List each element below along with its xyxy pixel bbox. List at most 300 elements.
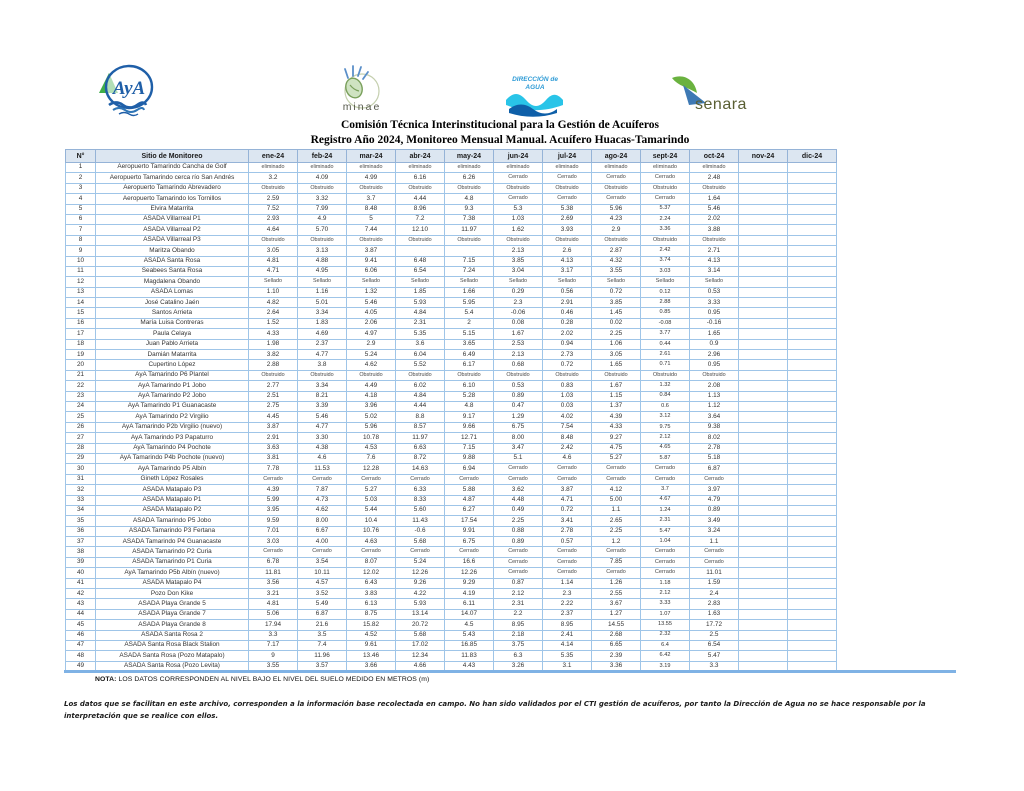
document-title-line2: Registro Año 2024, Monitoreo Mensual Manual. Acuífero Huacas-Tamarindo — [310, 134, 690, 146]
table-row — [66, 350, 837, 360]
value-cell: 3.30 — [298, 433, 347, 443]
site-name: ASADA Playa Grande 7 — [96, 609, 249, 619]
value-cell: 16.6 — [445, 557, 494, 567]
value-cell — [788, 256, 837, 266]
value-cell: 2.25 — [592, 526, 641, 536]
value-cell: 2.68 — [592, 630, 641, 640]
value-cell: Sellado — [641, 277, 690, 287]
row-number: 39 — [66, 557, 96, 567]
table-row — [66, 640, 837, 650]
site-name: Paula Celaya — [96, 329, 249, 339]
value-cell: 2.3 — [543, 589, 592, 599]
value-cell: 6.4 — [641, 640, 690, 650]
row-number: 2 — [66, 173, 96, 183]
value-cell: 5.27 — [347, 485, 396, 495]
value-cell: 4.00 — [298, 537, 347, 547]
value-cell: Obstruido — [445, 235, 494, 245]
value-cell: 12.26 — [396, 568, 445, 578]
value-cell: Obstruido — [641, 183, 690, 193]
value-cell: 4.84 — [396, 308, 445, 318]
value-cell: 2.4 — [690, 589, 739, 599]
value-cell: 3.64 — [690, 412, 739, 422]
value-cell — [739, 620, 788, 630]
value-cell — [788, 578, 837, 588]
nota-line — [95, 676, 429, 683]
value-cell — [788, 360, 837, 370]
value-cell: 1.26 — [592, 578, 641, 588]
value-cell: 3.55 — [592, 266, 641, 276]
value-cell: 4.6 — [298, 453, 347, 463]
value-cell: 3.54 — [298, 557, 347, 567]
value-cell: 9.27 — [592, 433, 641, 443]
value-cell: 4.69 — [298, 329, 347, 339]
value-cell: Cerrado — [298, 474, 347, 484]
value-cell: 3.75 — [494, 640, 543, 650]
value-cell: 2.77 — [249, 381, 298, 391]
value-cell: 6.27 — [445, 505, 494, 515]
value-cell: 11.81 — [249, 568, 298, 578]
value-cell: 2.25 — [494, 516, 543, 526]
site-name: Cupertino López — [96, 360, 249, 370]
value-cell — [739, 433, 788, 443]
value-cell: 3.83 — [347, 589, 396, 599]
value-cell: 2.31 — [494, 599, 543, 609]
value-cell: 8.48 — [543, 433, 592, 443]
value-cell: 2.55 — [592, 589, 641, 599]
value-cell: 0.08 — [494, 318, 543, 328]
row-number: 25 — [66, 412, 96, 422]
value-cell: 5.96 — [592, 204, 641, 214]
value-cell — [788, 401, 837, 411]
value-cell: 1.18 — [641, 578, 690, 588]
value-cell: Cerrado — [543, 568, 592, 578]
site-name: AyA Tamarindo P2b Virgilio (nuevo) — [96, 422, 249, 432]
value-cell — [788, 391, 837, 401]
value-cell: 3.04 — [494, 266, 543, 276]
value-cell: 5.06 — [249, 609, 298, 619]
value-cell: 4.77 — [298, 422, 347, 432]
value-cell: 3.87 — [249, 422, 298, 432]
value-cell: 2.9 — [347, 339, 396, 349]
value-cell: 9.38 — [690, 422, 739, 432]
value-cell: 1.24 — [641, 505, 690, 515]
table-row — [66, 370, 837, 380]
row-number: 45 — [66, 620, 96, 630]
value-cell — [788, 485, 837, 495]
table-row — [66, 568, 837, 578]
value-cell: 8.33 — [396, 495, 445, 505]
value-cell: 4.81 — [249, 256, 298, 266]
value-cell: 5.68 — [396, 537, 445, 547]
row-number: 7 — [66, 225, 96, 235]
value-cell: 4.43 — [445, 661, 494, 671]
value-cell: 5.03 — [347, 495, 396, 505]
row-number: 37 — [66, 537, 96, 547]
value-cell: eliminado — [445, 163, 494, 173]
value-cell: 14.55 — [592, 620, 641, 630]
value-cell: 2.32 — [641, 630, 690, 640]
value-cell: 1.10 — [249, 287, 298, 297]
value-cell: Obstruido — [396, 235, 445, 245]
site-name: ASADA Tamarindo P2 Curia — [96, 547, 249, 557]
value-cell: 17.72 — [690, 620, 739, 630]
value-cell — [739, 391, 788, 401]
row-number: 15 — [66, 308, 96, 318]
value-cell — [739, 298, 788, 308]
value-cell — [788, 516, 837, 526]
value-cell: 2.96 — [690, 350, 739, 360]
document-title-line1: Comisión Técnica Interinstitucional para la Gestión de Acuíferos — [340, 119, 660, 131]
value-cell: 5.47 — [690, 651, 739, 661]
value-cell: 1.67 — [592, 381, 641, 391]
value-cell: Obstruido — [543, 370, 592, 380]
value-cell: 9 — [249, 651, 298, 661]
row-number: 28 — [66, 443, 96, 453]
table-row — [66, 578, 837, 588]
value-cell: 9.59 — [249, 516, 298, 526]
table-row — [66, 235, 837, 245]
value-cell: eliminado — [249, 163, 298, 173]
value-cell: Sellado — [494, 277, 543, 287]
value-cell: 4.63 — [347, 537, 396, 547]
table-row — [66, 214, 837, 224]
value-cell — [739, 443, 788, 453]
value-cell: 3.81 — [249, 453, 298, 463]
table-row — [66, 183, 837, 193]
site-name: AyA Tamarindo P2 Jobo — [96, 391, 249, 401]
value-cell — [739, 370, 788, 380]
value-cell: 4.57 — [298, 578, 347, 588]
value-cell: -0.08 — [641, 318, 690, 328]
value-cell: 4.33 — [249, 329, 298, 339]
value-cell: Cerrado — [445, 547, 494, 557]
value-cell: 1.67 — [494, 329, 543, 339]
table-row — [66, 298, 837, 308]
row-number: 11 — [66, 266, 96, 276]
table-row — [66, 547, 837, 557]
value-cell: 0.95 — [690, 308, 739, 318]
value-cell: 9.88 — [445, 453, 494, 463]
value-cell: 4.71 — [543, 495, 592, 505]
value-cell: 2.69 — [543, 214, 592, 224]
value-cell: 4.23 — [592, 214, 641, 224]
table-row — [66, 277, 837, 287]
table-row — [66, 318, 837, 328]
value-cell — [739, 360, 788, 370]
aya-logo-icon — [96, 62, 154, 118]
value-cell: 1.98 — [249, 339, 298, 349]
site-name: Aeropuerto Tamarindo Cancha de Golf — [96, 163, 249, 173]
value-cell: 3.33 — [641, 599, 690, 609]
value-cell: Obstruido — [494, 183, 543, 193]
value-cell: Obstruido — [298, 183, 347, 193]
column-header: N° — [66, 150, 96, 163]
value-cell: 2.88 — [249, 360, 298, 370]
value-cell — [739, 235, 788, 245]
value-cell: 4.39 — [592, 412, 641, 422]
value-cell: Obstruido — [396, 370, 445, 380]
value-cell: 4.48 — [494, 495, 543, 505]
value-cell: 5.68 — [396, 630, 445, 640]
value-cell: 0.47 — [494, 401, 543, 411]
value-cell: 17.54 — [445, 516, 494, 526]
value-cell: 0.71 — [641, 360, 690, 370]
value-cell: Obstruido — [543, 235, 592, 245]
row-number: 34 — [66, 505, 96, 515]
row-number: 48 — [66, 651, 96, 661]
value-cell: Cerrado — [641, 568, 690, 578]
value-cell: 2.13 — [494, 350, 543, 360]
row-number: 5 — [66, 204, 96, 214]
value-cell: 4.22 — [396, 589, 445, 599]
table-row — [66, 287, 837, 297]
value-cell: 8.75 — [347, 609, 396, 619]
value-cell — [788, 443, 837, 453]
value-cell — [739, 401, 788, 411]
site-name: ASADA Santa Rosa — [96, 256, 249, 266]
value-cell: Obstruido — [494, 235, 543, 245]
value-cell: Cerrado — [298, 547, 347, 557]
value-cell: 1.13 — [690, 391, 739, 401]
value-cell: 3.13 — [298, 246, 347, 256]
value-cell: 2.18 — [494, 630, 543, 640]
table-row — [66, 360, 837, 370]
value-cell: 11.01 — [690, 568, 739, 578]
value-cell: 8.02 — [690, 433, 739, 443]
table-row — [66, 589, 837, 599]
value-cell: Cerrado — [690, 547, 739, 557]
value-cell: 5.93 — [396, 599, 445, 609]
value-cell: 5.4 — [445, 308, 494, 318]
value-cell: 5.44 — [347, 505, 396, 515]
value-cell: Sellado — [298, 277, 347, 287]
row-number: 9 — [66, 246, 96, 256]
row-number: 22 — [66, 381, 96, 391]
value-cell — [788, 526, 837, 536]
table-row — [66, 163, 837, 173]
value-cell: Sellado — [690, 277, 739, 287]
value-cell — [788, 433, 837, 443]
table-row — [66, 381, 837, 391]
value-cell: Cerrado — [543, 173, 592, 183]
site-name: AyA Tamarindo P4 Pochote — [96, 443, 249, 453]
value-cell: 5.24 — [396, 557, 445, 567]
value-cell: Cerrado — [592, 474, 641, 484]
value-cell: 4.82 — [249, 298, 298, 308]
value-cell: 4.79 — [690, 495, 739, 505]
value-cell: 12.71 — [445, 433, 494, 443]
row-number: 29 — [66, 453, 96, 463]
value-cell: 6.87 — [298, 609, 347, 619]
value-cell: 7.15 — [445, 256, 494, 266]
value-cell: Obstruido — [347, 370, 396, 380]
value-cell: Obstruido — [690, 235, 739, 245]
value-cell: 1.29 — [494, 412, 543, 422]
value-cell: 2.02 — [543, 329, 592, 339]
value-cell: 3.97 — [690, 485, 739, 495]
value-cell: Obstruido — [690, 370, 739, 380]
value-cell: 0.53 — [690, 287, 739, 297]
value-cell: 3.67 — [592, 599, 641, 609]
row-number: 13 — [66, 287, 96, 297]
table-row — [66, 204, 837, 214]
value-cell — [739, 308, 788, 318]
value-cell: 4.33 — [592, 422, 641, 432]
site-name: AyA Tamarindo P5 Albín — [96, 464, 249, 474]
value-cell: Cerrado — [494, 173, 543, 183]
row-number: 38 — [66, 547, 96, 557]
value-cell: 5.18 — [690, 453, 739, 463]
value-cell: 2.51 — [249, 391, 298, 401]
site-name: Gineth López Rosales — [96, 474, 249, 484]
value-cell: 11.97 — [445, 225, 494, 235]
value-cell: 1.62 — [494, 225, 543, 235]
value-cell: 1.66 — [445, 287, 494, 297]
value-cell: 0.85 — [641, 308, 690, 318]
value-cell — [788, 318, 837, 328]
value-cell: 16.85 — [445, 640, 494, 650]
column-header: jun-24 — [494, 150, 543, 163]
value-cell: 5.95 — [445, 298, 494, 308]
site-name: ASADA Matapalo P4 — [96, 578, 249, 588]
value-cell: 3.26 — [494, 661, 543, 671]
value-cell: Cerrado — [396, 547, 445, 557]
value-cell: 13.14 — [396, 609, 445, 619]
value-cell: Cerrado — [347, 474, 396, 484]
nota-text: LOS DATOS CORRESPONDEN AL NIVEL BAJO EL NIVEL DEL SUELO MEDIDO EN METROS (m) — [116, 676, 430, 683]
value-cell: 17.94 — [249, 620, 298, 630]
value-cell — [739, 453, 788, 463]
value-cell: 2 — [445, 318, 494, 328]
row-number: 32 — [66, 485, 96, 495]
value-cell: 4.95 — [298, 266, 347, 276]
value-cell: 2.08 — [690, 381, 739, 391]
value-cell: 11.53 — [298, 464, 347, 474]
column-header: ene-24 — [249, 150, 298, 163]
value-cell — [788, 214, 837, 224]
site-name: María Luisa Contreras — [96, 318, 249, 328]
table-row — [66, 505, 837, 515]
value-cell: 6.63 — [396, 443, 445, 453]
value-cell: 1.1 — [592, 505, 641, 515]
value-cell: Cerrado — [592, 547, 641, 557]
site-name: ASADA Villarreal P3 — [96, 235, 249, 245]
value-cell — [739, 578, 788, 588]
value-cell: 5.52 — [396, 360, 445, 370]
value-cell: 3.65 — [445, 339, 494, 349]
value-cell: 3.55 — [249, 661, 298, 671]
value-cell: 4.71 — [249, 266, 298, 276]
value-cell: 4.97 — [347, 329, 396, 339]
value-cell: 11.83 — [445, 651, 494, 661]
value-cell: 1.07 — [641, 609, 690, 619]
value-cell: 0.57 — [543, 537, 592, 547]
value-cell: 6.3 — [494, 651, 543, 661]
value-cell: Obstruido — [396, 183, 445, 193]
row-number: 8 — [66, 235, 96, 245]
site-name: Seabees Santa Rosa — [96, 266, 249, 276]
value-cell — [788, 163, 837, 173]
value-cell: 6.10 — [445, 381, 494, 391]
value-cell: 8.95 — [494, 620, 543, 630]
value-cell: 0.03 — [543, 401, 592, 411]
value-cell — [788, 464, 837, 474]
direccion-de-agua-logo-icon — [501, 70, 569, 118]
value-cell: 5.00 — [592, 495, 641, 505]
row-number: 33 — [66, 495, 96, 505]
value-cell: 2.24 — [641, 214, 690, 224]
value-cell: Sellado — [347, 277, 396, 287]
value-cell: 0.56 — [543, 287, 592, 297]
row-number: 17 — [66, 329, 96, 339]
value-cell: 2.41 — [543, 630, 592, 640]
value-cell: 4.09 — [298, 173, 347, 183]
value-cell: 1.03 — [494, 214, 543, 224]
site-name: Santos Arrieta — [96, 308, 249, 318]
value-cell: 10.78 — [347, 433, 396, 443]
value-cell — [739, 246, 788, 256]
site-name: ASADA Matapalo P3 — [96, 485, 249, 495]
value-cell: Obstruido — [249, 235, 298, 245]
value-cell: 5.1 — [494, 453, 543, 463]
value-cell: 2.3 — [494, 298, 543, 308]
value-cell: 9.75 — [641, 422, 690, 432]
value-cell: eliminado — [592, 163, 641, 173]
value-cell: 6.48 — [396, 256, 445, 266]
value-cell: 1.85 — [396, 287, 445, 297]
value-cell: 0.68 — [494, 360, 543, 370]
site-name: ASADA Santa Rosa 2 — [96, 630, 249, 640]
value-cell: 4.84 — [396, 391, 445, 401]
value-cell: 0.28 — [543, 318, 592, 328]
value-cell: 8.00 — [494, 433, 543, 443]
value-cell — [739, 350, 788, 360]
value-cell: 5.02 — [347, 412, 396, 422]
value-cell: Cerrado — [543, 547, 592, 557]
value-cell: 7.99 — [298, 204, 347, 214]
value-cell: 4.66 — [396, 661, 445, 671]
table-row — [66, 225, 837, 235]
value-cell: 4.99 — [347, 173, 396, 183]
value-cell: Cerrado — [592, 464, 641, 474]
value-cell — [788, 609, 837, 619]
value-cell: 0.89 — [494, 391, 543, 401]
site-name: Maritza Obando — [96, 246, 249, 256]
row-number: 14 — [66, 298, 96, 308]
value-cell: Cerrado — [494, 194, 543, 204]
value-cell: 2.06 — [347, 318, 396, 328]
value-cell: 5.49 — [298, 599, 347, 609]
value-cell: 5.37 — [641, 204, 690, 214]
value-cell — [788, 547, 837, 557]
value-cell: 1.32 — [347, 287, 396, 297]
value-cell — [739, 568, 788, 578]
value-cell: 6.65 — [592, 640, 641, 650]
value-cell: Obstruido — [445, 183, 494, 193]
value-cell: eliminado — [494, 163, 543, 173]
value-cell — [739, 640, 788, 650]
value-cell: 0.12 — [641, 287, 690, 297]
value-cell — [788, 640, 837, 650]
value-cell: 3.66 — [347, 661, 396, 671]
value-cell: 2.42 — [641, 246, 690, 256]
value-cell: Cerrado — [494, 474, 543, 484]
value-cell: 4.64 — [249, 225, 298, 235]
table-row — [66, 453, 837, 463]
value-cell: 8.48 — [347, 204, 396, 214]
site-name: AyA Tamarindo P6 Plantel — [96, 370, 249, 380]
site-name: ASADA Playa Grande 8 — [96, 620, 249, 630]
